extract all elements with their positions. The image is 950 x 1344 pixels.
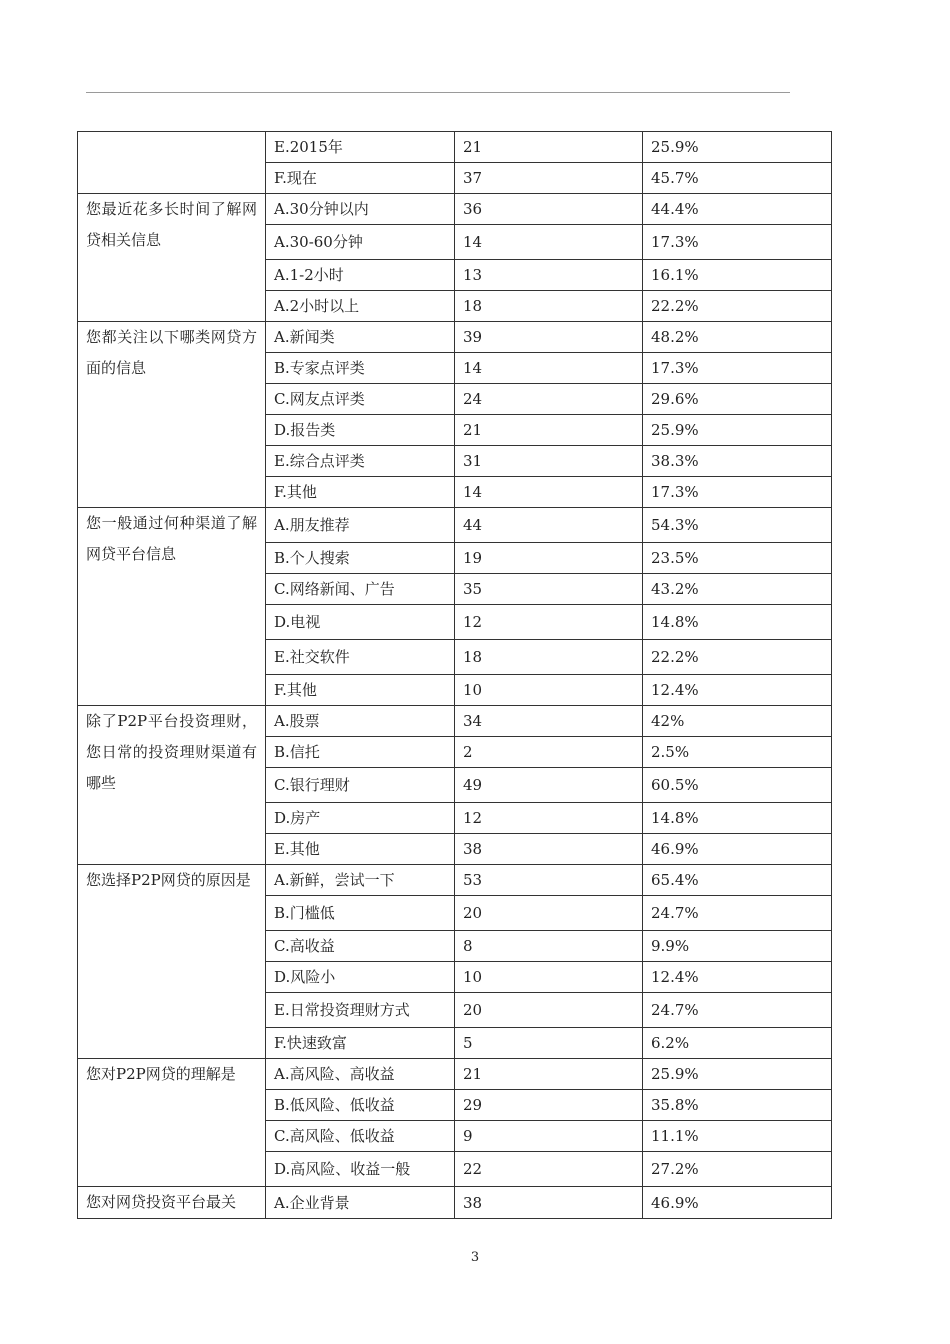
percent-cell: 65.4%: [643, 865, 832, 896]
survey-table: [77, 131, 832, 1219]
percent-cell: 48.2%: [643, 322, 832, 353]
percent-cell: 38.3%: [643, 446, 832, 477]
percent-cell: 46.9%: [643, 1187, 832, 1219]
count-cell: 14: [455, 225, 643, 260]
percent-cell: 25.9%: [643, 132, 832, 163]
percent-cell: 25.9%: [643, 1059, 832, 1090]
percent-cell: 29.6%: [643, 384, 832, 415]
question-cell: [78, 132, 266, 194]
count-cell: 39: [455, 322, 643, 353]
percent-cell: 16.1%: [643, 260, 832, 291]
percent-cell: 43.2%: [643, 574, 832, 605]
percent-cell: 17.3%: [643, 477, 832, 508]
percent-cell: 24.7%: [643, 896, 832, 931]
percent-cell: 2.5%: [643, 737, 832, 768]
count-cell: 35: [455, 574, 643, 605]
option-cell: B.门槛低: [266, 896, 455, 931]
option-cell: C.网络新闻、广告: [266, 574, 455, 605]
percent-cell: 60.5%: [643, 768, 832, 803]
option-cell: A.朋友推荐: [266, 508, 455, 543]
option-cell: B.信托: [266, 737, 455, 768]
percent-cell: 22.2%: [643, 291, 832, 322]
count-cell: 5: [455, 1028, 643, 1059]
percent-cell: 54.3%: [643, 508, 832, 543]
question-cell: 您都关注以下哪类网贷方面的信息: [78, 322, 266, 508]
count-cell: 10: [455, 962, 643, 993]
option-cell: F.现在: [266, 163, 455, 194]
option-cell: E.社交软件: [266, 640, 455, 675]
table-row: [78, 194, 832, 225]
count-cell: 29: [455, 1090, 643, 1121]
percent-cell: 11.1%: [643, 1121, 832, 1152]
count-cell: 38: [455, 1187, 643, 1219]
count-cell: 2: [455, 737, 643, 768]
count-cell: 22: [455, 1152, 643, 1187]
table-row: [78, 322, 832, 353]
option-cell: F.其他: [266, 675, 455, 706]
percent-cell: 42%: [643, 706, 832, 737]
percent-cell: 24.7%: [643, 993, 832, 1028]
option-cell: C.高收益: [266, 931, 455, 962]
option-cell: B.个人搜索: [266, 543, 455, 574]
table-row: [78, 865, 832, 896]
option-cell: D.电视: [266, 605, 455, 640]
option-cell: A.1-2小时: [266, 260, 455, 291]
count-cell: 24: [455, 384, 643, 415]
question-cell: 您最近花多长时间了解网贷相关信息: [78, 194, 266, 322]
table-row: [78, 1187, 832, 1219]
option-cell: E.日常投资理财方式: [266, 993, 455, 1028]
percent-cell: 12.4%: [643, 962, 832, 993]
table-row: [78, 132, 832, 163]
option-cell: F.快速致富: [266, 1028, 455, 1059]
option-cell: A.新鲜，尝试一下: [266, 865, 455, 896]
question-cell: 您选择P2P网贷的原因是: [78, 865, 266, 1059]
percent-cell: 17.3%: [643, 353, 832, 384]
count-cell: 14: [455, 477, 643, 508]
option-cell: F.其他: [266, 477, 455, 508]
table-row: [78, 508, 832, 543]
count-cell: 18: [455, 291, 643, 322]
count-cell: 10: [455, 675, 643, 706]
percent-cell: 46.9%: [643, 834, 832, 865]
count-cell: 21: [455, 1059, 643, 1090]
survey-table-body: [78, 132, 832, 1219]
option-cell: B.专家点评类: [266, 353, 455, 384]
percent-cell: 14.8%: [643, 803, 832, 834]
percent-cell: 45.7%: [643, 163, 832, 194]
count-cell: 19: [455, 543, 643, 574]
option-cell: D.报告类: [266, 415, 455, 446]
count-cell: 12: [455, 803, 643, 834]
question-cell: 您对P2P网贷的理解是: [78, 1059, 266, 1187]
option-cell: A.30-60分钟: [266, 225, 455, 260]
option-cell: A.2小时以上: [266, 291, 455, 322]
percent-cell: 14.8%: [643, 605, 832, 640]
question-cell: 除了P2P平台投资理财，您日常的投资理财渠道有哪些: [78, 706, 266, 865]
option-cell: C.高风险、低收益: [266, 1121, 455, 1152]
option-cell: D.房产: [266, 803, 455, 834]
count-cell: 21: [455, 132, 643, 163]
option-cell: D.高风险、收益一般: [266, 1152, 455, 1187]
percent-cell: 44.4%: [643, 194, 832, 225]
count-cell: 9: [455, 1121, 643, 1152]
count-cell: 36: [455, 194, 643, 225]
count-cell: 14: [455, 353, 643, 384]
percent-cell: 9.9%: [643, 931, 832, 962]
count-cell: 8: [455, 931, 643, 962]
option-cell: C.网友点评类: [266, 384, 455, 415]
percent-cell: 27.2%: [643, 1152, 832, 1187]
count-cell: 13: [455, 260, 643, 291]
page-number: 3: [470, 1250, 480, 1265]
option-cell: A.30分钟以内: [266, 194, 455, 225]
option-cell: A.企业背景: [266, 1187, 455, 1219]
percent-cell: 6.2%: [643, 1028, 832, 1059]
count-cell: 31: [455, 446, 643, 477]
count-cell: 20: [455, 896, 643, 931]
percent-cell: 23.5%: [643, 543, 832, 574]
table-row: [78, 706, 832, 737]
percent-cell: 35.8%: [643, 1090, 832, 1121]
count-cell: 37: [455, 163, 643, 194]
percent-cell: 12.4%: [643, 675, 832, 706]
option-cell: A.新闻类: [266, 322, 455, 353]
question-cell: 您对网贷投资平台最关: [78, 1187, 266, 1219]
count-cell: 20: [455, 993, 643, 1028]
percent-cell: 25.9%: [643, 415, 832, 446]
option-cell: E.2015年: [266, 132, 455, 163]
table-row: [78, 1059, 832, 1090]
question-cell: 您一般通过何种渠道了解网贷平台信息: [78, 508, 266, 706]
option-cell: A.高风险、高收益: [266, 1059, 455, 1090]
count-cell: 21: [455, 415, 643, 446]
option-cell: B.低风险、低收益: [266, 1090, 455, 1121]
option-cell: C.银行理财: [266, 768, 455, 803]
option-cell: D.风险小: [266, 962, 455, 993]
count-cell: 18: [455, 640, 643, 675]
option-cell: E.其他: [266, 834, 455, 865]
percent-cell: 22.2%: [643, 640, 832, 675]
count-cell: 53: [455, 865, 643, 896]
option-cell: E.综合点评类: [266, 446, 455, 477]
option-cell: A.股票: [266, 706, 455, 737]
count-cell: 12: [455, 605, 643, 640]
count-cell: 34: [455, 706, 643, 737]
header-rule: [86, 92, 790, 93]
percent-cell: 17.3%: [643, 225, 832, 260]
count-cell: 38: [455, 834, 643, 865]
count-cell: 44: [455, 508, 643, 543]
count-cell: 49: [455, 768, 643, 803]
